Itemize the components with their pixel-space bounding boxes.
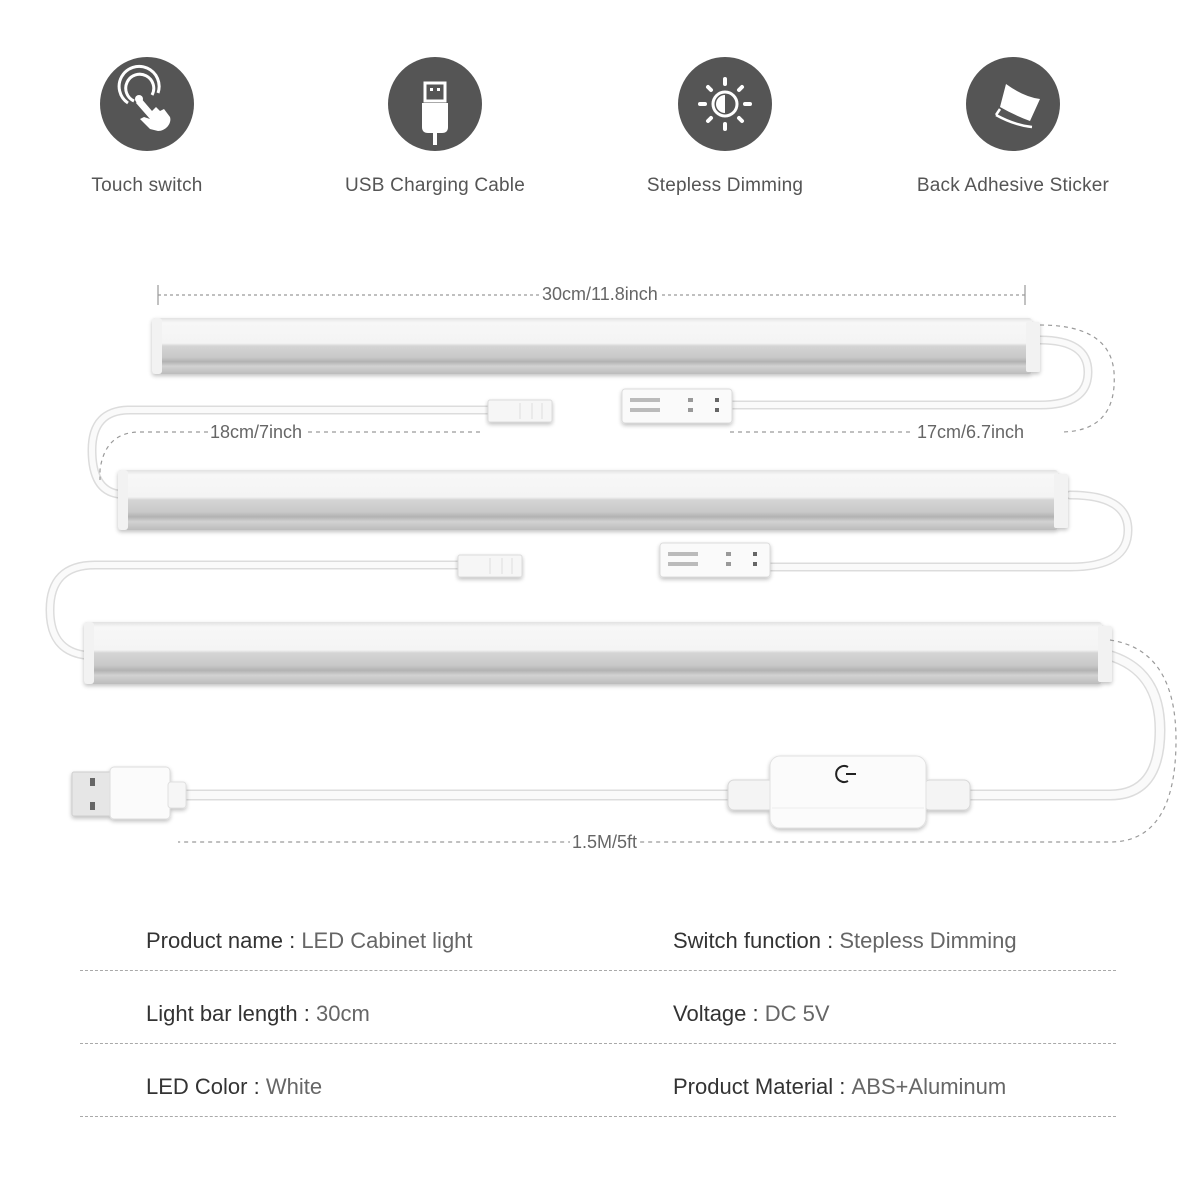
spec-voltage [673, 1001, 830, 1027]
left-cable-length-label: 18cm/7inch [210, 422, 303, 442]
spec-row-1 [80, 910, 1116, 971]
spec-value: Stepless Dimming [839, 928, 1017, 953]
spec-key: LED Color : [146, 1074, 260, 1099]
spec-row-2 [80, 983, 1116, 1044]
spec-key: Light bar length : [146, 1001, 310, 1026]
spec-light-bar-length [146, 1001, 370, 1027]
female-connector-2 [660, 543, 770, 577]
feature-label: Back Adhesive Sticker [916, 175, 1110, 196]
female-connector-1 [622, 389, 732, 423]
right-cable-length-label: 17cm/6.7inch [917, 422, 1025, 442]
male-connector-2 [458, 555, 522, 577]
spec-row-3 [80, 1056, 1116, 1117]
spec-value: ABS+Aluminum [851, 1074, 1007, 1099]
spec-product-name [146, 928, 473, 954]
touch-switch-controller [728, 756, 970, 828]
light-bar-2 [118, 470, 1068, 530]
spec-value: LED Cabinet light [301, 928, 473, 953]
spec-key: Product Material : [673, 1074, 846, 1099]
spec-product-material [673, 1074, 1006, 1100]
spec-key: Voltage : [673, 1001, 759, 1026]
spec-key: Switch function : [673, 928, 834, 953]
usb-plug [72, 767, 186, 819]
spec-value: DC 5V [764, 1001, 830, 1026]
light-bar-3 [84, 622, 1112, 684]
spec-value: White [265, 1074, 323, 1099]
light-bar-1 [152, 318, 1040, 374]
spec-key: Product name : [146, 928, 296, 953]
bar-length-label: 30cm/11.8inch [542, 284, 658, 304]
feature-label: Touch switch [91, 175, 203, 196]
spec-value: 30cm [316, 1001, 370, 1026]
feature-label: USB Charging Cable [345, 175, 525, 196]
feature-label: Stepless Dimming [646, 175, 804, 196]
spec-led-color [146, 1074, 322, 1100]
male-connector-1 [488, 400, 552, 422]
usb-cable-length-label: 1.5M/5ft [572, 832, 638, 852]
spec-switch-function [673, 928, 1017, 954]
